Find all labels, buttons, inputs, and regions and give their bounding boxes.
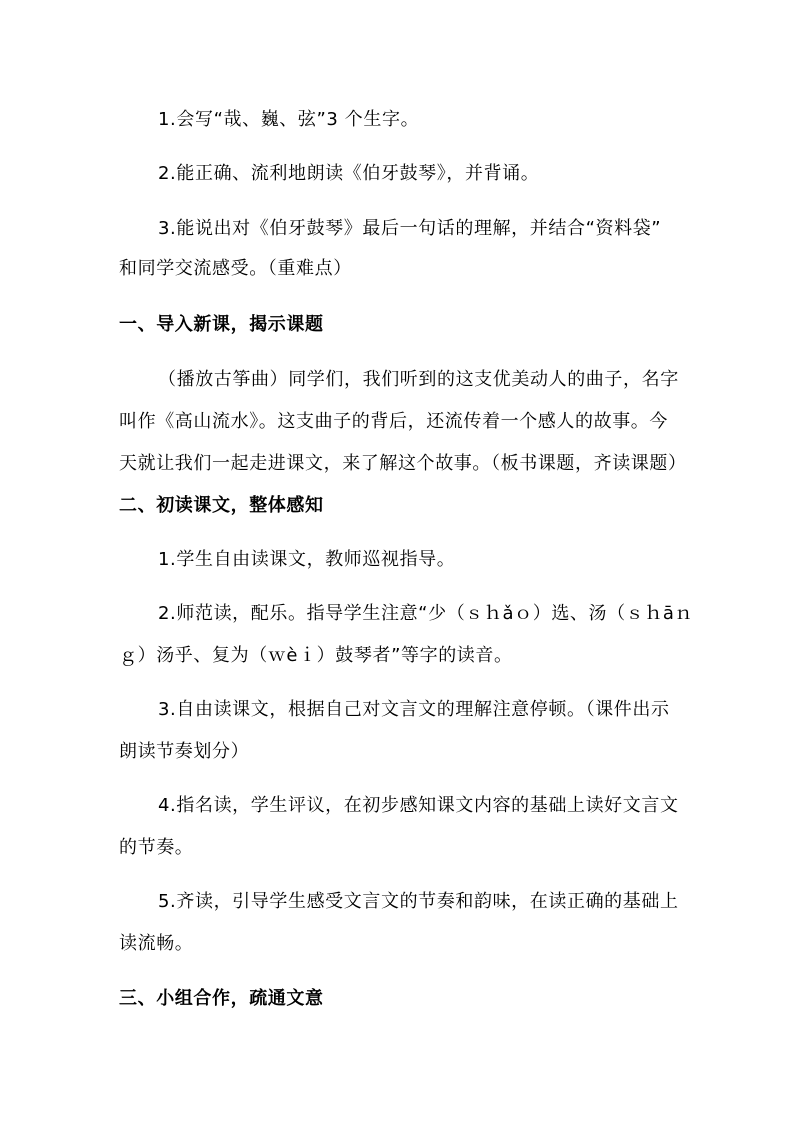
section-2-heading: 二、初读课文，整体感知 (119, 495, 324, 516)
section-2-item-1-line-1: 1.学生自由读课文，教师巡视指导。 (158, 549, 456, 570)
section-3-heading: 三、小组合作，疏通文意 (119, 988, 324, 1009)
section-1-paragraph-line-2: 叫作《高山流水》。这支曲子的背后，还流传着一个感人的故事。今 (119, 411, 668, 432)
section-2-item-3-line-1: 3.自由读课文，根据自己对文言文的理解注意停顿。（课件出示 (158, 699, 670, 720)
section-1-paragraph-line-3: 天就让我们一起走进课文，来了解这个故事。（板书课题，齐读课题） (119, 453, 687, 474)
section-2-item-2-line-1: 2.师范读，配乐。指导学生注意“少（ｓｈǎｏ）选、汤（ｓｈāｎ (158, 603, 694, 624)
section-2-item-3-line-2: 朗读节奏划分） (119, 741, 250, 762)
section-2-item-4-line-2: 的节奏。 (119, 837, 194, 858)
objective-3-line-2: 和同学交流感受。（重难点） (119, 258, 352, 279)
objective-1-line-1: 1.会写“哉、巍、弦”3 个生字。 (158, 109, 420, 130)
objective-2-line-1: 2.能正确、流利地朗读《伯牙鼓琴》，并背诵。 (158, 163, 540, 184)
section-1-paragraph-line-1: （播放古筝曲）同学们，我们听到的这支优美动人的曲子，名字 (158, 369, 679, 390)
section-2-item-2-line-2: ｇ）汤乎、复为（ｗèｉ）鼓琴者”等字的读音。 (119, 645, 513, 666)
section-2-item-5-line-1: 5.齐读，引导学生感受文言文的节奏和韵味，在读正确的基础上 (158, 891, 679, 912)
section-2-item-4-line-1: 4.指名读，学生评议，在初步感知课文内容的基础上读好文言文 (158, 795, 679, 816)
objective-3-line-1: 3.能说出对《伯牙鼓琴》最后一句话的理解，并结合“资料袋” (158, 218, 662, 239)
section-2-item-5-line-2: 读流畅。 (119, 933, 194, 954)
section-1-heading: 一、导入新课，揭示课题 (119, 314, 324, 335)
